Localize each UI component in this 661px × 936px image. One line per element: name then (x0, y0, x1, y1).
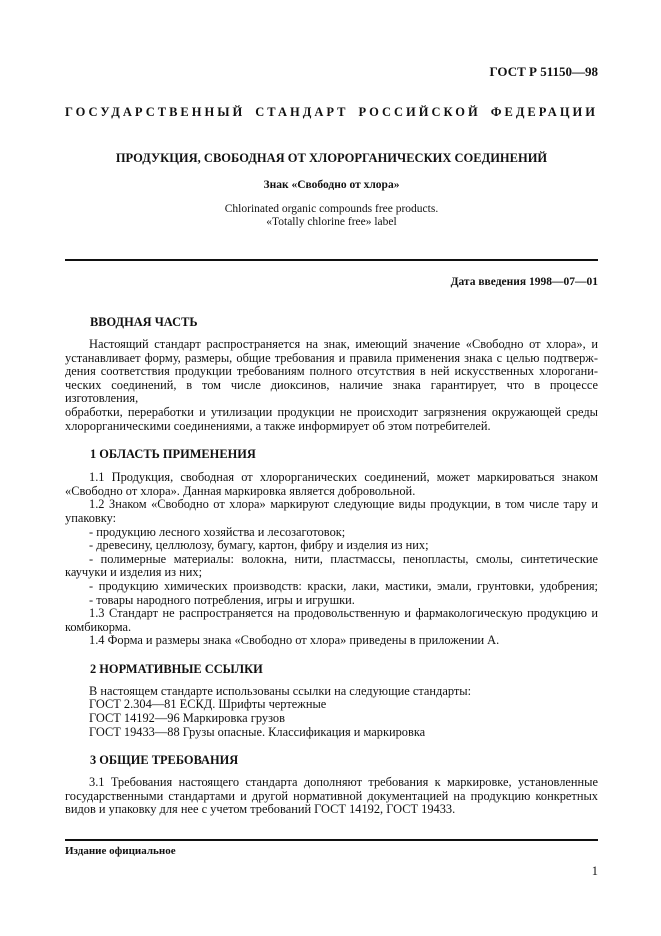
text-line: видов и упаковку для нее с учетом требований ГОСТ 14192, ГОСТ 19433. (65, 802, 456, 817)
text-line: обработки, переработки и утилизации продукции не происходит загрязнения окружающей среды (65, 404, 598, 419)
text-line: 1.2 Знаком «Свободно от хлора» маркируют следующие виды продукции, в том числе тару и (89, 497, 598, 512)
text-line: - товары народного потребления, игры и игрушки. (89, 592, 355, 607)
text-line: хлорорганическими соединениями, а также информирует об этом потребителей. (65, 418, 491, 433)
reference-line: ГОСТ 19433—88 Грузы опасные. Классификация и маркировка (89, 724, 426, 739)
document-title: ПРОДУКЦИЯ, СВОБОДНАЯ ОТ ХЛОРОРГАНИЧЕСКИХ СОЕДИНЕНИЙ (115, 151, 548, 165)
text-line: - полимерные материалы: волокна, нити, пластмассы, пенопласты, смолы, синтетические (89, 551, 598, 566)
section-2-heading: 2 НОРМАТИВНЫЕ ССЫЛКИ (90, 661, 263, 676)
text-line: Настоящий стандарт распространяется на знак, имеющий значение «Свободно от хлора», и (89, 337, 598, 351)
text-line: государственными стандартами и другой нормативной документацией на продукцию конкретных (65, 788, 598, 803)
effective-date: Дата введения 1998—07—01 (450, 276, 598, 288)
section-2-body (65, 685, 598, 739)
text-line: 1.4 Форма и размеры знака «Свободно от хлора» приведены в приложении А. (89, 633, 500, 648)
standard-code: ГОСТ Р 51150—98 (489, 64, 598, 79)
text-line: устанавливает форму, размеры, общие требования и правила применения знака с целью подтверж- (65, 350, 598, 365)
reference-line: ГОСТ 14192—96 Маркировка грузов (89, 711, 285, 726)
text-line: 1.1 Продукция, свободная от хлорорганических соединений, может маркироваться знаком (89, 470, 598, 485)
text-line: - продукцию химических производств: краски, лаки, мастики, эмали, грунтовки, удобрения; (89, 578, 598, 593)
section-1-heading: 1 ОБЛАСТЬ ПРИМЕНЕНИЯ (90, 447, 256, 462)
intro-paragraph (65, 338, 598, 433)
text-line: дения соответствия продукции требованиям полного отсутствия в ней искусственных хлорогани- (65, 364, 598, 379)
title-divider (65, 259, 598, 261)
intro-heading: ВВОДНАЯ ЧАСТЬ (90, 315, 198, 329)
footer-divider (65, 839, 598, 841)
english-title-1: Chlorinated organic compounds free products. (224, 203, 439, 215)
edition-label: Издание официальное (65, 844, 176, 857)
text-line: В настоящем стандарте использованы ссылки на следующие стандарты: (89, 683, 472, 698)
text-line: упаковку: (65, 510, 117, 525)
document-subtitle: Знак «Свободно от хлора» (263, 179, 400, 191)
banner: ГОСУДАРСТВЕННЫЙ СТАНДАРТ РОССИЙСКОЙ ФЕДЕРАЦИИ (65, 105, 598, 119)
text-line: комбикорма. (65, 619, 132, 634)
section-1-body (65, 471, 598, 648)
text-line: «Свободно от хлора». Данная маркировка является добровольной. (65, 483, 416, 498)
english-title-2: «Totally chlorine free» label (266, 216, 397, 228)
text-line: - древесину, целлюлозу, бумагу, картон, фибру и изделия из них; (89, 538, 429, 553)
section-3-heading: 3 ОБЩИЕ ТРЕБОВАНИЯ (90, 753, 239, 768)
text-line: 1.3 Стандарт не распространяется на продовольственную и фармакологическую продукцию и (89, 606, 598, 621)
text-line: 3.1 Требования настоящего стандарта дополняют требования к маркировке, установленные (89, 775, 598, 790)
reference-line: ГОСТ 2.304—81 ЕСКД. Шрифты чертежные (89, 697, 327, 712)
page-number: 1 (591, 863, 598, 878)
text-line: - продукцию лесного хозяйства и лесозаготовок; (89, 524, 346, 539)
section-3-body (65, 776, 598, 817)
text-line: ческих соединений, в том числе диоксинов, наличие знака гарантирует, что в процессе изготовления, (65, 377, 598, 406)
text-line: каучуки и изделия из них; (65, 565, 203, 580)
